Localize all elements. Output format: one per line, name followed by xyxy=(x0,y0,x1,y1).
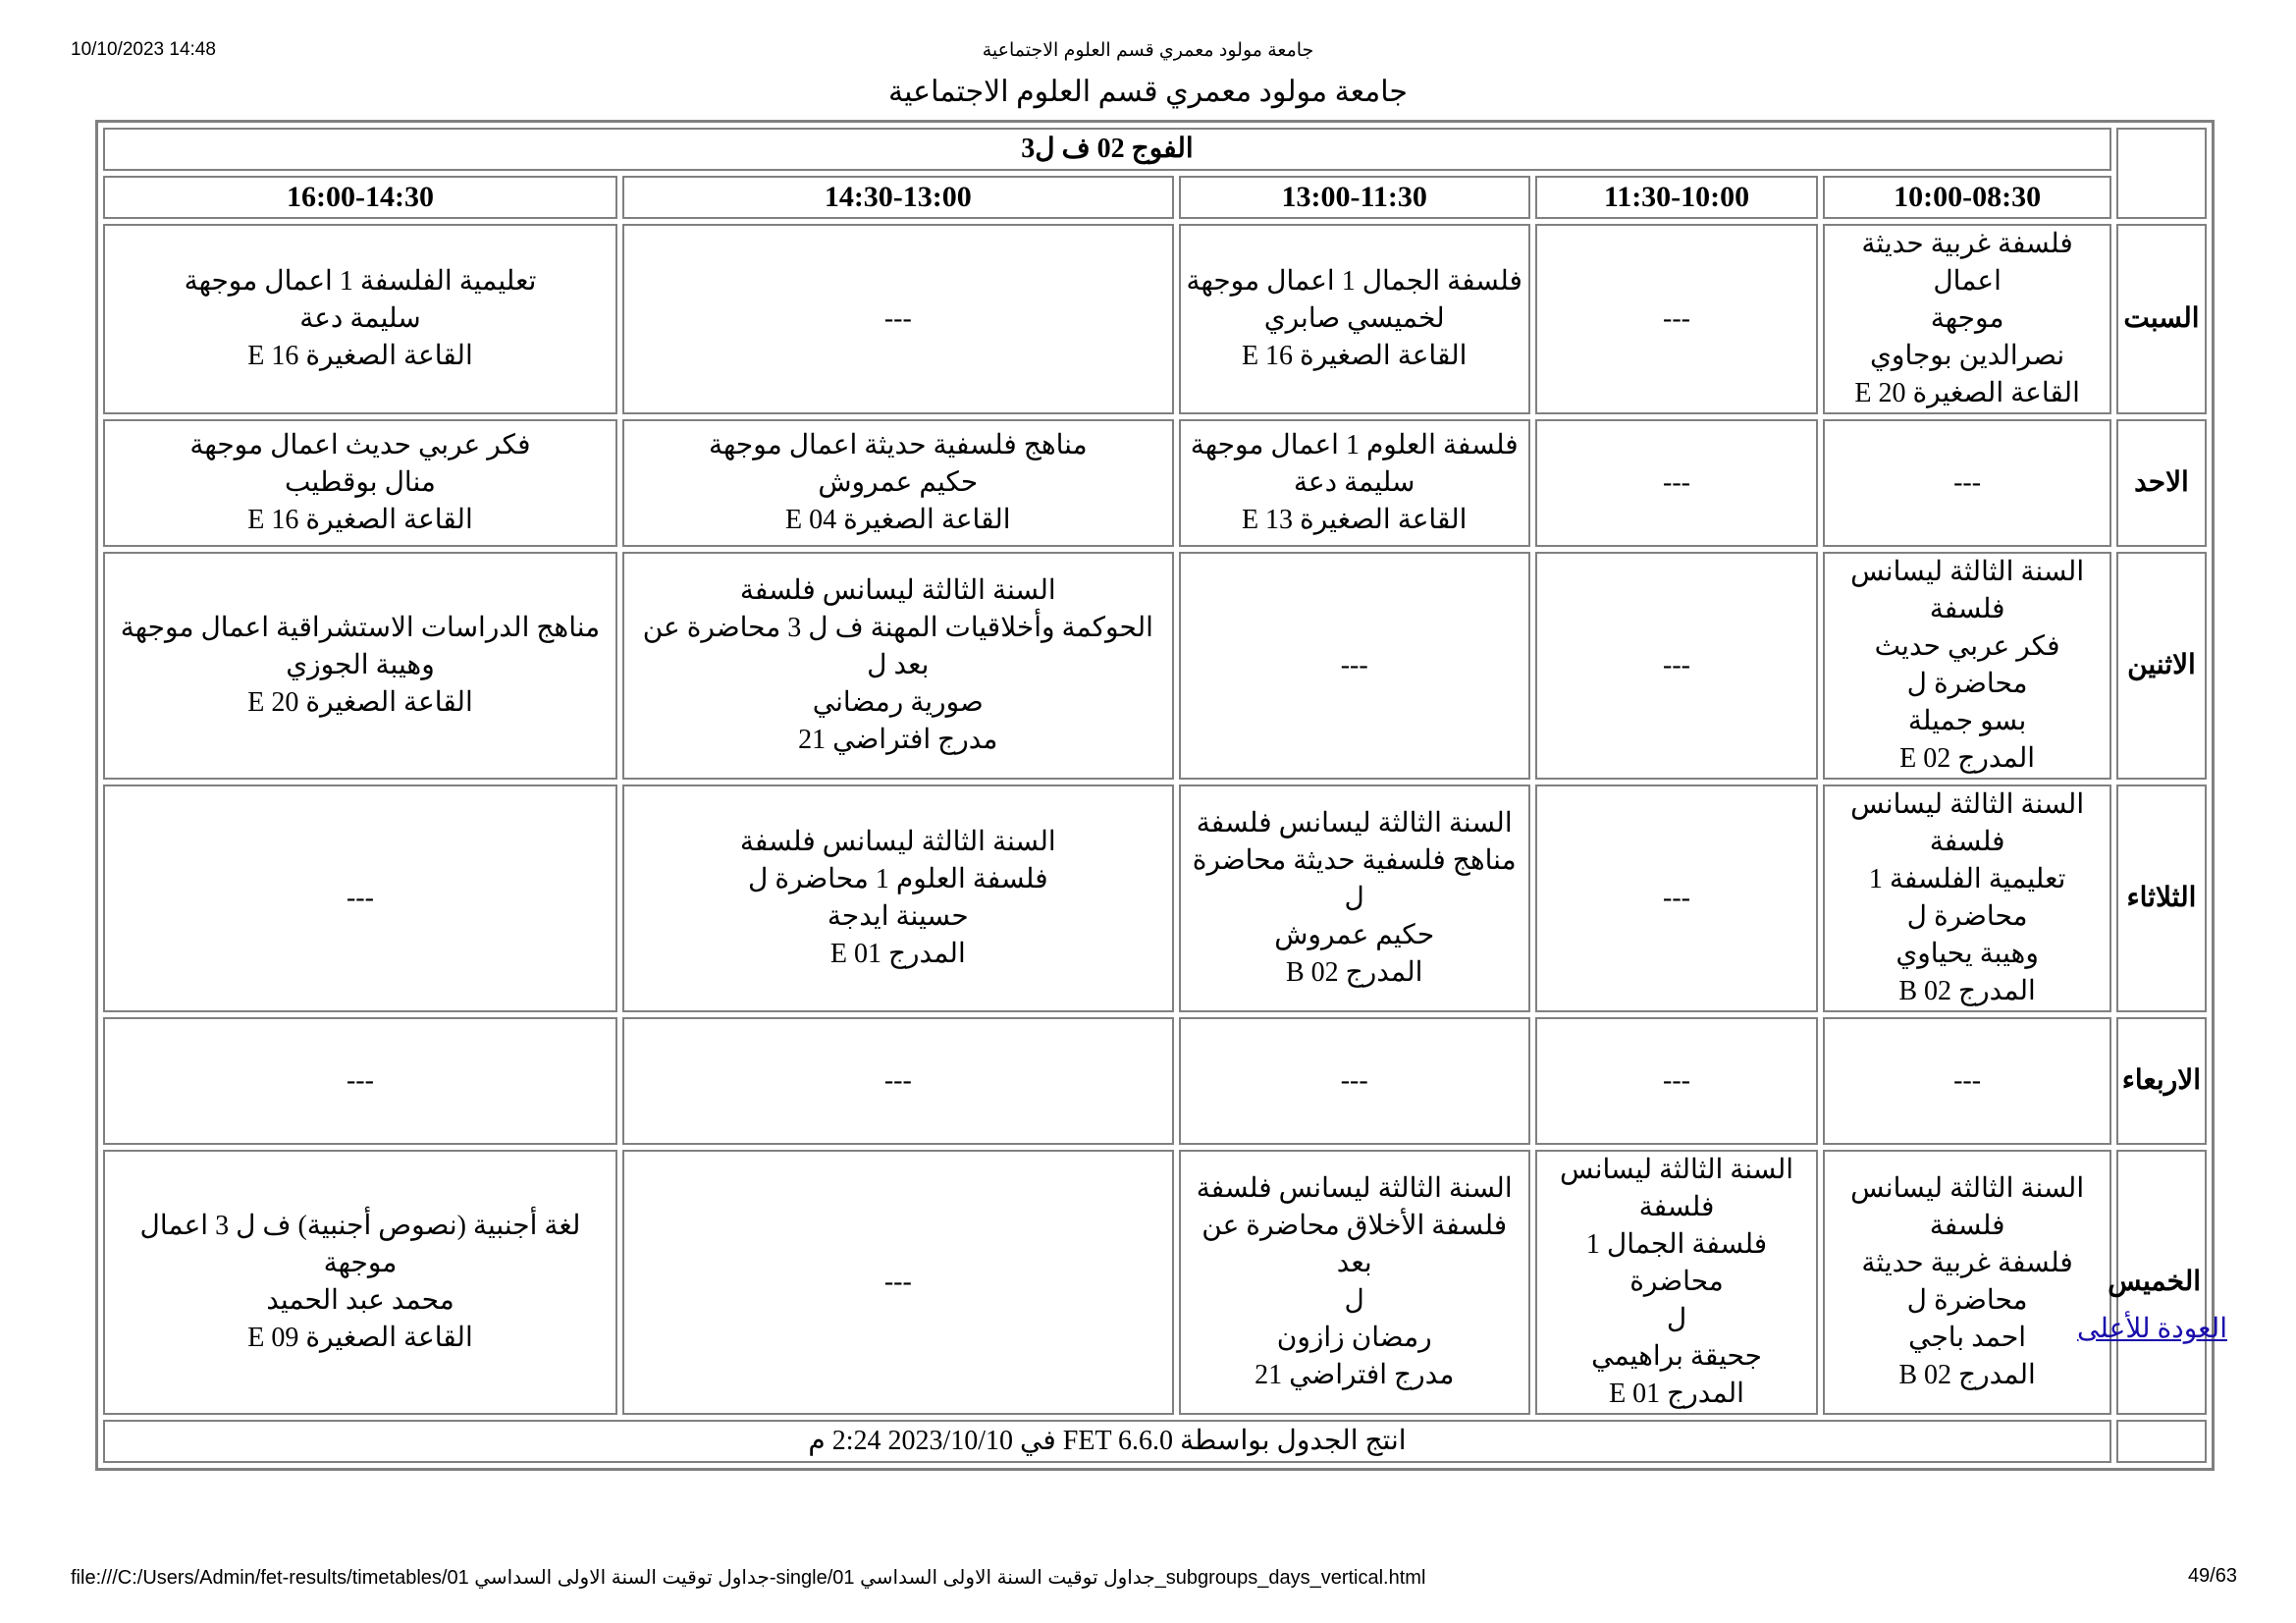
session-cell xyxy=(1823,224,2111,414)
session-cell xyxy=(1823,552,2111,780)
day-label: الاربعاء xyxy=(2116,1017,2207,1145)
session-line: القاعة الصغيرة 16 E xyxy=(1241,341,1468,371)
session-line: القاعة الصغيرة 20 E xyxy=(1854,378,2080,408)
session-line: تعليمية الفلسفة 1 اعمال موجهة xyxy=(184,266,537,297)
print-datetime: 10/10/2023 14:48 xyxy=(71,39,216,60)
session-line: السنة الثالثة ليسانس فلسفة xyxy=(1850,1173,2085,1241)
session-line: --- xyxy=(1663,303,1690,334)
session-line: السنة الثالثة ليسانس فلسفة xyxy=(1560,1155,1794,1222)
session-line: موجهة xyxy=(323,1248,398,1278)
session-line: فكر عربي حديث اعمال موجهة xyxy=(189,430,531,460)
session-cell xyxy=(1179,224,1530,414)
session-line: --- xyxy=(346,1065,374,1096)
session-cell xyxy=(103,1017,617,1145)
session-line: القاعة الصغيرة 16 E xyxy=(247,341,473,371)
corner-cell xyxy=(2116,128,2207,219)
session-line: فلسفة غربية حديثة اعمال xyxy=(1861,229,2073,297)
session-line: فلسفة العلوم 1 اعمال موجهة xyxy=(1190,430,1519,460)
session-cell xyxy=(1179,552,1530,780)
session-line: --- xyxy=(1663,1065,1690,1096)
day-label: الخميس xyxy=(2116,1150,2207,1415)
session-cell xyxy=(1179,1017,1530,1145)
session-line: المدرج 01 E xyxy=(829,939,966,969)
session-cell xyxy=(1179,419,1530,547)
session-cell xyxy=(1823,784,2111,1012)
day-label: الاثنين xyxy=(2116,552,2207,780)
day-row xyxy=(103,784,2207,1012)
session-line: ل xyxy=(1666,1304,1687,1334)
session-line: --- xyxy=(883,1065,912,1096)
session-line: المدرج 01 E xyxy=(1609,1379,1744,1409)
session-line: رمضان زازون xyxy=(1276,1323,1432,1353)
time-slot-header: 10:00-08:30 xyxy=(1823,176,2111,219)
time-slot-header: 16:00-14:30 xyxy=(103,176,617,219)
day-label: الثلاثاء xyxy=(2116,784,2207,1012)
session-line: --- xyxy=(1663,650,1690,680)
session-line: فلسفة الأخلاق محاضرة عن بعد xyxy=(1201,1211,1508,1278)
session-line: حسينة ايدجة xyxy=(827,901,969,932)
session-line: منال بوقطيب xyxy=(285,467,436,498)
session-line: --- xyxy=(1953,1065,1982,1096)
session-line: بسو جميلة xyxy=(1907,706,2027,736)
session-cell xyxy=(1823,419,2111,547)
session-cell xyxy=(1535,784,1819,1012)
timetable-caption: الفوج 02 ف ل3 xyxy=(103,128,2111,171)
session-line: فكر عربي حديث محاضرة ل xyxy=(1874,631,2060,699)
session-line: الحوكمة وأخلاقيات المهنة ف ل 3 محاضرة عن xyxy=(642,613,1153,643)
session-line: مناهج فلسفية حديثة محاضرة ل xyxy=(1192,845,1517,913)
time-slot-header: 13:00-11:30 xyxy=(1179,176,1530,219)
session-line: نصرالدين بوجاوي xyxy=(1870,341,2065,371)
session-line: السنة الثالثة ليسانس فلسفة xyxy=(739,575,1056,606)
session-cell xyxy=(1179,784,1530,1012)
session-cell xyxy=(622,419,1174,547)
session-line: وهيبة الجوزي xyxy=(286,650,435,680)
timetable xyxy=(95,120,2215,1471)
session-cell xyxy=(622,784,1174,1012)
session-line: لغة أجنبية (نصوص أجنبية) ف ل 3 اعمال xyxy=(139,1211,581,1241)
day-row xyxy=(103,419,2207,547)
session-cell xyxy=(1179,1150,1530,1415)
session-cell xyxy=(1823,1017,2111,1145)
session-line: حكيم عمروش xyxy=(1274,920,1435,950)
session-cell xyxy=(622,224,1174,414)
day-label: الاحد xyxy=(2116,419,2207,547)
session-line: السنة الثالثة ليسانس فلسفة xyxy=(1850,557,2085,624)
generated-corner-cell xyxy=(2116,1420,2207,1463)
session-line: المدرج 02 B xyxy=(1285,957,1423,988)
session-line: --- xyxy=(346,883,374,913)
print-footer-path: file:///C:/Users/Admin/fet-results/timetables/01 جداول توقيت السنة الاولى السداسي-single/01 جداول توقيت السنة الاولى السداسي_subgroups_days_vertical.html xyxy=(71,1567,1426,1589)
back-to-top-link[interactable]: العودة للأعلى xyxy=(2077,1314,2227,1344)
session-line: القاعة الصغيرة 04 E xyxy=(785,505,1011,535)
timetable-body xyxy=(103,128,2207,1463)
day-row xyxy=(103,224,2207,414)
caption-row xyxy=(103,128,2207,171)
session-cell xyxy=(1535,224,1819,414)
session-line: موجهة xyxy=(1930,303,2004,334)
session-line: صورية رمضاني xyxy=(812,687,984,718)
session-line: المدرج 02 E xyxy=(1899,743,2036,774)
generated-row xyxy=(103,1420,2207,1463)
session-line: --- xyxy=(1953,467,1982,498)
session-line: --- xyxy=(883,303,912,334)
time-slot-header: 14:30-13:00 xyxy=(622,176,1174,219)
session-line: ل xyxy=(1344,1285,1364,1316)
session-line: سليمة دعة xyxy=(299,303,421,334)
session-line: المدرج 02 B xyxy=(1898,1360,2036,1390)
session-cell xyxy=(622,1017,1174,1145)
session-line: --- xyxy=(1663,467,1690,498)
session-line: وهيبة يحياوي xyxy=(1896,939,2039,969)
session-line: جحيقة براهيمي xyxy=(1591,1341,1762,1372)
session-cell xyxy=(622,1150,1174,1415)
session-line: --- xyxy=(1340,1065,1368,1096)
day-row xyxy=(103,1150,2207,1415)
session-line: المدرج 02 B xyxy=(1898,976,2036,1006)
session-line: فلسفة الجمال 1 محاضرة xyxy=(1585,1229,1768,1297)
generated-note: انتج الجدول بواسطة FET 6.6.0 في 2023/10/10 2:24 م xyxy=(103,1420,2111,1463)
session-cell xyxy=(1823,1150,2111,1415)
print-page-number: 49/63 xyxy=(2187,1565,2237,1587)
session-line: فلسفة العلوم 1 محاضرة ل xyxy=(748,864,1048,894)
session-line: حكيم عمروش xyxy=(818,467,979,498)
session-cell xyxy=(622,552,1174,780)
session-line: --- xyxy=(883,1267,912,1297)
session-line: مناهج الدراسات الاستشراقية اعمال موجهة xyxy=(120,613,601,643)
session-line: --- xyxy=(1340,650,1368,680)
session-line: القاعة الصغيرة 13 E xyxy=(1241,505,1468,535)
session-line: محمد عبد الحميد xyxy=(266,1285,454,1316)
day-label: السبت xyxy=(2116,224,2207,414)
session-line: بعد ل xyxy=(867,650,930,680)
session-line: القاعة الصغيرة 20 E xyxy=(247,687,473,718)
session-cell xyxy=(103,1150,617,1415)
session-line: تعليمية الفلسفة 1 محاضرة ل xyxy=(1868,864,2066,932)
session-cell xyxy=(1535,552,1819,780)
session-cell xyxy=(1535,419,1819,547)
session-line: مدرج افتراضي 21 xyxy=(798,725,998,755)
session-line: لخميسي صابري xyxy=(1263,303,1445,334)
session-cell xyxy=(103,224,617,414)
session-line: فلسفة الجمال 1 اعمال موجهة xyxy=(1186,266,1522,297)
session-line: فلسفة غربية حديثة محاضرة ل xyxy=(1861,1248,2073,1316)
print-header-title: جامعة مولود معمري قسم العلوم الاجتماعية xyxy=(982,40,1314,61)
session-cell xyxy=(103,419,617,547)
time-header-row xyxy=(103,176,2207,219)
session-line: --- xyxy=(1663,883,1690,913)
day-row xyxy=(103,1017,2207,1145)
session-cell xyxy=(1535,1150,1819,1415)
session-line: السنة الثالثة ليسانس فلسفة xyxy=(739,827,1056,857)
session-line: القاعة الصغيرة 16 E xyxy=(247,505,473,535)
session-line: السنة الثالثة ليسانس فلسفة xyxy=(1850,789,2085,857)
session-cell xyxy=(103,784,617,1012)
session-cell xyxy=(1535,1017,1819,1145)
day-row xyxy=(103,552,2207,780)
session-line: مناهج فلسفية حديثة اعمال موجهة xyxy=(709,430,1088,460)
session-line: سليمة دعة xyxy=(1293,467,1415,498)
session-line: مدرج افتراضي 21 xyxy=(1255,1360,1455,1390)
time-slot-header: 11:30-10:00 xyxy=(1535,176,1819,219)
page-heading: جامعة مولود معمري قسم العلوم الاجتماعية xyxy=(888,76,1408,108)
session-line: السنة الثالثة ليسانس فلسفة xyxy=(1196,808,1513,839)
session-line: احمد باجي xyxy=(1908,1323,2027,1353)
session-line: السنة الثالثة ليسانس فلسفة xyxy=(1196,1173,1513,1204)
session-cell xyxy=(103,552,617,780)
session-line: القاعة الصغيرة 09 E xyxy=(247,1323,473,1353)
